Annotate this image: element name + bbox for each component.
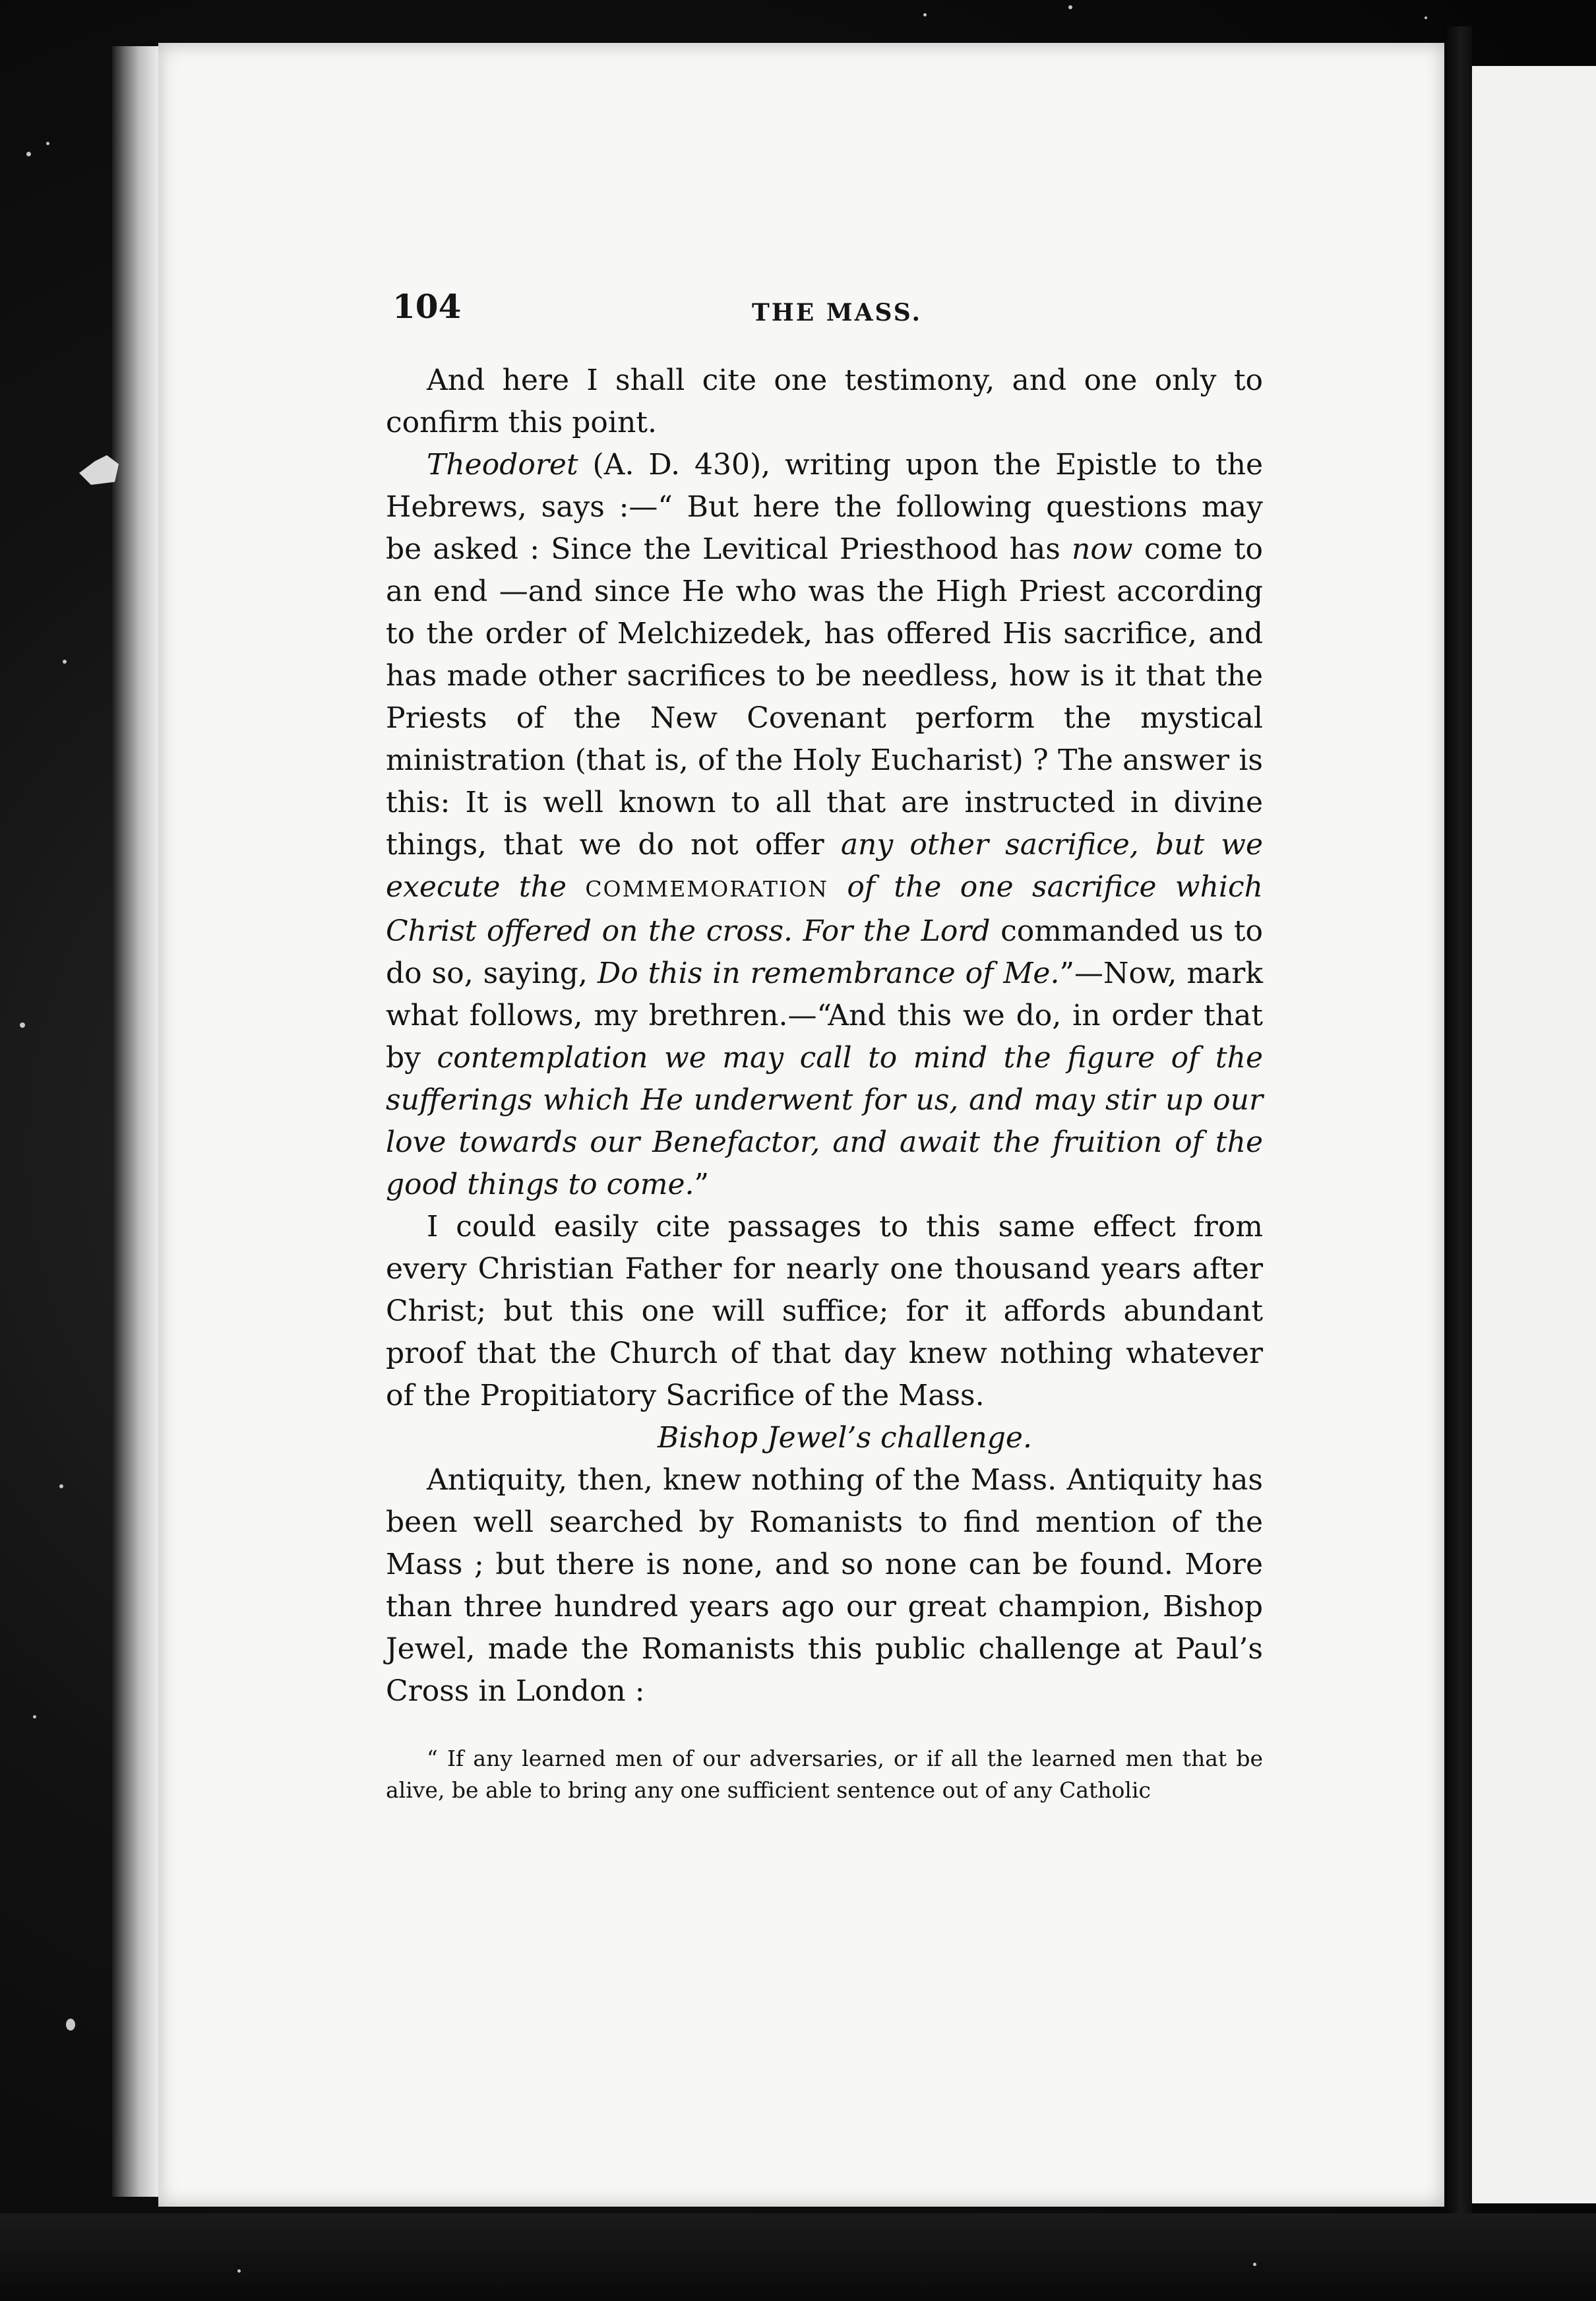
facing-page-edge bbox=[1472, 66, 1596, 2203]
dust-speck bbox=[1068, 5, 1072, 9]
dust-speck bbox=[20, 1023, 25, 1028]
quoted-challenge-text: “ If any learned men of our adversaries, or if all the learned men that be alive, be able to bring any one sufficient sentence out of any Catholic bbox=[386, 1746, 1263, 1803]
quote-text: (A. D. 430), writing upon the Epistle to the Hebrews, says :—“ But here the following questions may be asked : Since the Levitical Priesthood has bbox=[386, 448, 1263, 566]
page-number: 104 bbox=[392, 287, 462, 326]
emphasis: contemplation we may call to mind the figure of the sufferings which He underwent for us, and may stir up our love towards our Benefactor, and await the fruition of the good things to come. bbox=[386, 1041, 1263, 1201]
dust-speck bbox=[59, 1484, 63, 1488]
quote-text: come to an end —and since He who was the High Priest according to the order of Melchizedek, has offered His sacrifice, and has made other sacrifices to be needless, how is it that the Priests of the New Covenant perform the mystical ministration (that is, of the Holy Eucharist) ? The answer is this: It is well known to all that are instructed in divine things, that we do not offer bbox=[386, 532, 1263, 862]
author-name: Theodoret bbox=[427, 448, 578, 482]
book-gutter bbox=[1444, 26, 1472, 2236]
emphasis: of the one sacrifice which Christ offered on the cross. For the Lord bbox=[386, 870, 1263, 948]
paragraph: Antiquity, then, knew nothing of the Mass. Antiquity has been well searched by Romanists to find mention of the Mass ; but there is none, and so none can be found. More than three hundred years ago our great champion, Bishop Jewel, made the Romanists this public challenge at Paul’s Cross in London : bbox=[386, 1463, 1263, 1708]
dust-speck bbox=[26, 152, 31, 156]
paper-tear-mark bbox=[79, 455, 119, 485]
dust-speck bbox=[1425, 16, 1427, 19]
running-head bbox=[392, 287, 1270, 340]
section-heading: Bishop Jewel’s challenge. bbox=[658, 1421, 1032, 1455]
body-text bbox=[386, 360, 1263, 1806]
paragraph: And here I shall cite one testimony, and one only to confirm this point. bbox=[386, 363, 1263, 439]
dust-speck bbox=[46, 142, 49, 145]
dust-speck bbox=[923, 13, 927, 16]
quote-text: commanded us to do so, saying, bbox=[386, 914, 1264, 990]
small-caps-term: COMMEMORATION bbox=[585, 876, 828, 902]
quote-close: ” bbox=[694, 1168, 709, 1201]
running-title: THE MASS. bbox=[752, 299, 923, 327]
emphasis: Do this in remembrance of Me. bbox=[597, 957, 1060, 990]
dust-speck bbox=[237, 2269, 241, 2273]
dust-speck bbox=[66, 2019, 75, 2031]
paragraph: I could easily cite passages to this same effect from every Christian Father for nearly one thousand years after Christ; but this one will suffice; for it affords abundant proof that the Church of that day knew nothing whatever of the Propitiatory Sacrifice of the Mass. bbox=[386, 1210, 1263, 1412]
dust-speck bbox=[1253, 2263, 1256, 2266]
dust-speck bbox=[63, 660, 67, 664]
scan-bottom-border bbox=[0, 2213, 1596, 2301]
dust-speck bbox=[33, 1715, 36, 1718]
book-page-edge bbox=[112, 46, 162, 2197]
quote-text: ”—Now, mark what follows, my brethren.—“And this we do, in order that by bbox=[386, 957, 1263, 1075]
paragraph-theodoret-quote bbox=[386, 444, 1263, 1206]
emphasis: now bbox=[1072, 532, 1133, 566]
emphasis: any other sacrifice, but we execute the bbox=[386, 828, 1263, 904]
